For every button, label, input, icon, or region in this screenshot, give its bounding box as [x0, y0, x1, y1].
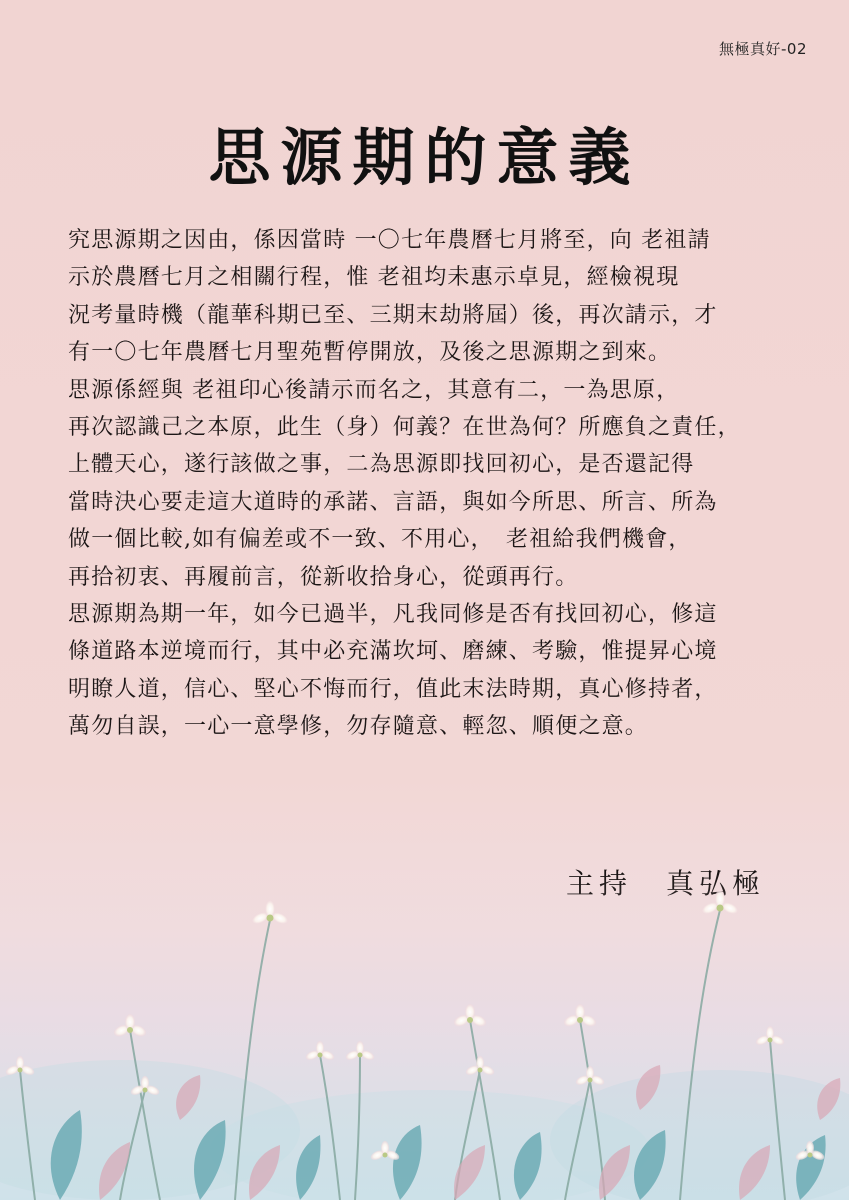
- paragraph-line: 做一個比較,如有偏差或不一致、不用心， 老祖給我們機會，: [68, 527, 692, 553]
- paragraph-line: 上體天心，遂行該做之事，二為思源即找回初心，是否還記得: [68, 452, 695, 478]
- paragraph-line: 思源係經與 老祖印心後請示而名之，其意有二，一為思原，: [68, 377, 680, 403]
- paragraph-line: 有一〇七年農曆七月聖苑暫停開放，及後之思源期之到來。: [68, 340, 672, 366]
- page-title: 思源期的意義: [208, 121, 641, 194]
- paragraph-line: 條道路本逆境而行，其中必充滿坎坷、磨練、考驗，惟提昇心境: [68, 639, 718, 665]
- floral-illustration-icon: [0, 870, 849, 1200]
- paragraph-line: 當時決心要走這大道時的承諾、言語，與如今所思、所言、所為: [68, 489, 718, 515]
- page-code: 無極真好-02: [719, 40, 807, 58]
- paragraph-line: 況考量時機（龍華科期已至、三期末劫將屆）後，再次請示，才: [68, 302, 718, 328]
- article-body: [68, 222, 788, 745]
- paragraph-line: 再拾初衷、再履前言，從新收拾身心，從頭再行。: [68, 564, 579, 590]
- paragraph-line: 示於農曆七月之相關行程，惟 老祖均未惠示卓見，經檢視現: [68, 265, 680, 291]
- paragraph-line: 思源期為期一年，如今已過半，凡我同修是否有找回初心，修這: [68, 601, 718, 627]
- paragraph-line: 萬勿自誤，一心一意學修，勿存隨意、輕忽、順便之意。: [68, 714, 649, 740]
- paragraph-line: 究思源期之因由，係因當時 一〇七年農曆七月將至，向 老祖請: [68, 228, 711, 253]
- paragraph-line: 明瞭人道，信心、堅心不悔而行，值此末法時期，真心修持者，: [68, 676, 718, 702]
- paragraph-line: 再次認識己之本原，此生（身）何義？在世為何？所應負之責任，: [68, 414, 741, 440]
